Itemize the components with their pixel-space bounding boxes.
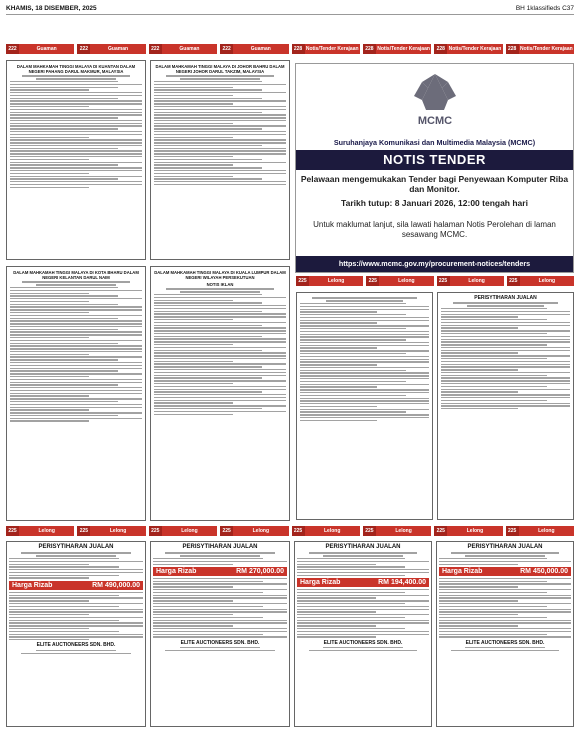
sale-ad-1 bbox=[6, 541, 146, 727]
auctioneer-name: ELITE AUCTIONEERS SDN. BHD. bbox=[465, 639, 545, 646]
category-lelong: 225 Lelong bbox=[507, 276, 574, 286]
category-strip-top bbox=[6, 44, 574, 56]
category-notis: 228 Notis/Tender Kerajaan bbox=[363, 44, 431, 54]
notice-band: NOTIS TENDER bbox=[296, 150, 573, 170]
court-notice-1 bbox=[6, 60, 146, 260]
auctioneer-name: ELITE AUCTIONEERS SDN. BHD. bbox=[323, 639, 403, 646]
category-guaman: 222 Guaman bbox=[149, 44, 217, 54]
category-notis: 228 Notis/Tender Kerajaan bbox=[506, 44, 574, 54]
category-notis: 228 Notis/Tender Kerajaan bbox=[434, 44, 502, 54]
category-notis: 228 Notis/Tender Kerajaan bbox=[292, 44, 360, 54]
category-guaman: 222 Guaman bbox=[6, 44, 74, 54]
notice-title: DALAM MAHKAMAH TINGGI MALAYA DI KUALA LUMPUR DALAM NEGERI WILAYAH PERSEKUTUAN bbox=[154, 270, 286, 280]
notice-title: DALAM MAHKAMAH TINGGI MALAYA DI JOHOR BAHRU DALAM NEGERI JOHOR DARUL TAKZIM, MALAYSIA bbox=[155, 64, 285, 74]
sale-title: PERISYTIHARAN JUALAN bbox=[474, 295, 537, 301]
sale-ad-3 bbox=[294, 541, 432, 727]
category-lelong: 225 Lelong bbox=[292, 526, 360, 536]
tender-url-link[interactable]: https://www.mcmc.gov.my/procurement-notices/tenders bbox=[296, 256, 573, 272]
closing-date: Tarikh tutup: 8 Januari 2026, 12:00 tengah hari bbox=[341, 198, 528, 208]
category-lelong: 225 Lelong bbox=[366, 276, 433, 286]
category-lelong: 225 Lelong bbox=[363, 526, 431, 536]
mcmc-name: Suruhanjaya Komunikasi dan Multimedia Malaysia (MCMC) bbox=[333, 138, 536, 147]
sale-title: PERISYTIHARAN JUALAN bbox=[38, 544, 114, 550]
category-lelong: 225 Lelong bbox=[506, 526, 574, 536]
mcmc-logo-icon bbox=[404, 70, 466, 132]
auction-listing-b bbox=[437, 292, 574, 520]
category-lelong: 225 Lelong bbox=[296, 276, 363, 286]
court-notice-4 bbox=[150, 266, 290, 521]
auctioneer-name: ELITE AUCTIONEERS SDN. BHD. bbox=[36, 642, 116, 649]
category-guaman: 222 Guaman bbox=[220, 44, 288, 54]
svg-text:MCMC: MCMC bbox=[417, 115, 453, 127]
notice-title: DALAM MAHKAMAH TINGGI MALAYA DI KOTA BHARU DALAM NEGERI KELANTAN DARUL NAIM bbox=[13, 270, 139, 280]
reserve-price: Harga Rizab RM 450,000.00 bbox=[439, 567, 571, 576]
court-notice-2 bbox=[150, 60, 290, 260]
sale-title: PERISYTIHARAN JUALAN bbox=[325, 544, 401, 550]
page-header bbox=[6, 3, 574, 15]
category-lelong: 225 Lelong bbox=[434, 526, 502, 536]
auctioneer-name: ELITE AUCTIONEERS SDN. BHD. bbox=[180, 639, 260, 646]
page-date: KHAMIS, 18 DISEMBER, 2025 bbox=[6, 5, 97, 12]
sale-title: PERISYTIHARAN JUALAN bbox=[182, 544, 258, 550]
sale-title: PERISYTIHARAN JUALAN bbox=[467, 544, 543, 550]
category-guaman: 222 Guaman bbox=[77, 44, 145, 54]
page-section: BH 1klassifieds C37 bbox=[515, 5, 574, 12]
mcmc-tender-ad bbox=[295, 63, 574, 273]
category-lelong: 225 Lelong bbox=[220, 526, 288, 536]
reserve-price: Harga Rizab RM 194,400.00 bbox=[297, 578, 429, 587]
tender-description: Pelawaan mengemukakan Tender bagi Penyewaan Komputer Riba dan Monitor. bbox=[300, 174, 569, 194]
notis-iklan-heading: NOTIS IKLAN bbox=[206, 282, 234, 287]
category-lelong: 225 Lelong bbox=[6, 526, 74, 536]
sale-ad-2 bbox=[150, 541, 290, 727]
auction-listing-a bbox=[296, 292, 433, 520]
reserve-price: Harga Rizab RM 270,000.00 bbox=[153, 567, 287, 576]
category-lelong: 225 Lelong bbox=[77, 526, 145, 536]
category-strip-middle bbox=[296, 276, 574, 288]
category-strip-bottom bbox=[6, 526, 574, 538]
category-lelong: 225 Lelong bbox=[149, 526, 217, 536]
more-info: Untuk maklumat lanjut, sila lawati halaman Notis Perolehan di laman sesawang MCMC. bbox=[313, 220, 556, 239]
court-notice-3 bbox=[6, 266, 146, 521]
notice-title: DALAM MAHKAMAH TINGGI MALAYA DI KUANTAN DALAM NEGERI PAHANG DARUL MAKMUR, MALAYSIA bbox=[16, 64, 136, 74]
sale-ad-4 bbox=[436, 541, 574, 727]
category-lelong: 225 Lelong bbox=[437, 276, 504, 286]
reserve-price: Harga Rizab RM 490,000.00 bbox=[9, 581, 143, 590]
